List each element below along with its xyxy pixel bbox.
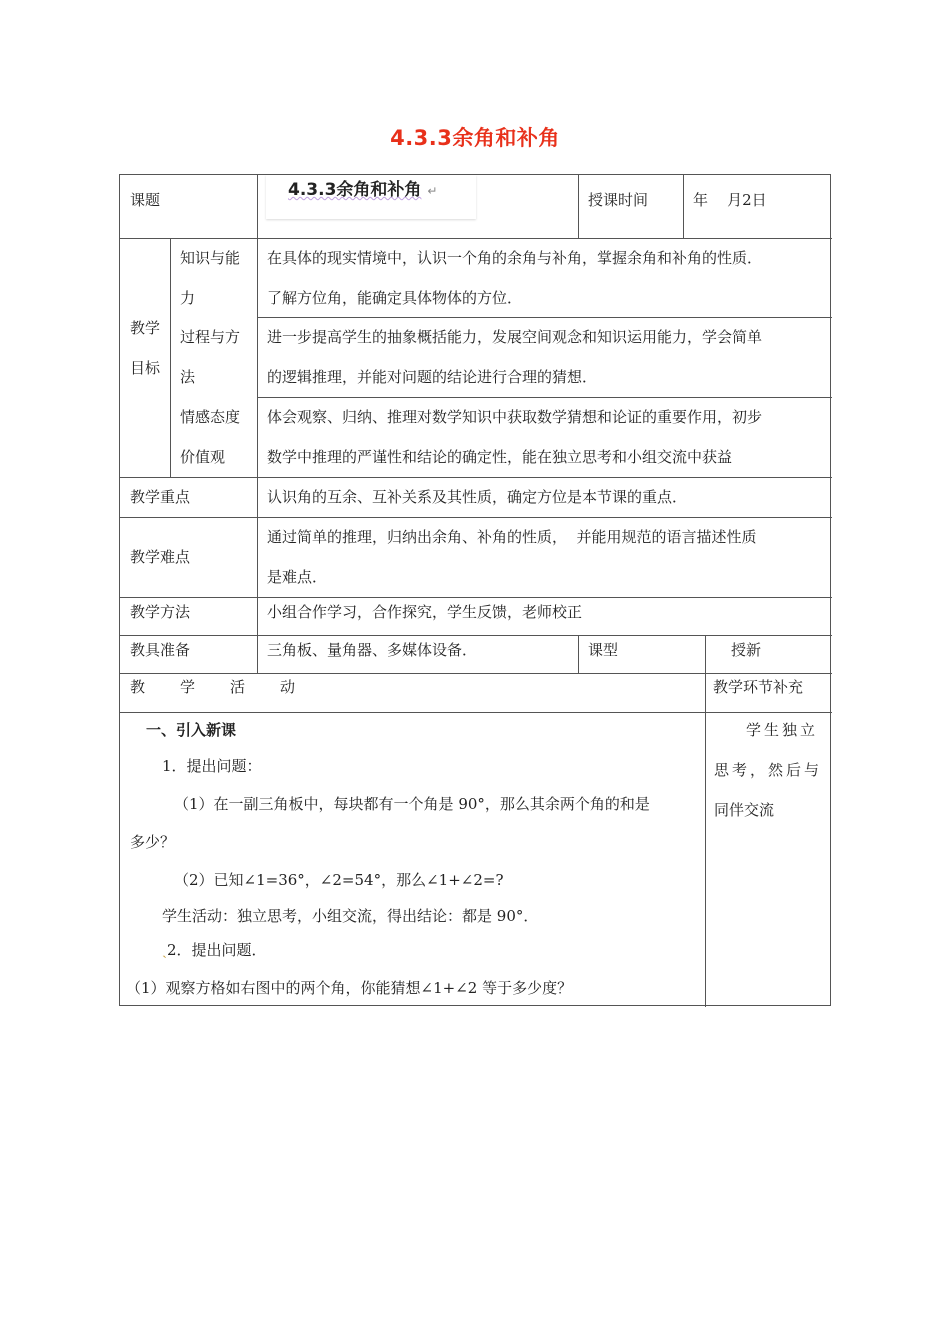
tools-text: 三角板、量角器、多媒体设备． xyxy=(267,641,478,659)
activity-header-char: 动 xyxy=(280,678,296,696)
activity-header-char: 教 xyxy=(130,678,146,696)
section-heading: 一、引入新课 xyxy=(146,721,237,739)
objective-text-line: 进一步提高学生的抽象概括能力，发展空间观念和知识运用能力，学会简单 xyxy=(267,328,763,346)
methods-text: 小组合作学习，合作探究，学生反馈，老师校正 xyxy=(267,603,583,621)
objective-text-line: 了解方位角，能确定具体物体的方位． xyxy=(267,289,523,307)
edit-mark-icon: ˏ xyxy=(162,941,167,959)
question-heading-2 xyxy=(162,939,267,960)
difficulties-text-line: 通过简单的推理，归纳出余角、补角的性质， 并能用规范的语言描述性质 xyxy=(267,528,757,546)
objective-label-attitude xyxy=(170,397,257,477)
time-value: 年 月2日 xyxy=(693,191,767,209)
objectives-label xyxy=(120,308,170,388)
document-title: 4.3.3余角和补角 xyxy=(390,126,560,150)
objective-label-line: 情感态度 xyxy=(180,408,241,426)
lesson-type-label: 课型 xyxy=(588,641,619,659)
key-points-text: 认识角的互余、互补关系及其性质，确定方位是本节课的重点． xyxy=(267,488,688,506)
question-heading: 1．提出问题： xyxy=(162,757,262,775)
return-mark-icon: ↵ xyxy=(427,184,438,198)
question-1-line2: 多少？ xyxy=(130,833,176,851)
topic-label: 课题 xyxy=(130,191,161,209)
time-label: 授课时间 xyxy=(588,191,649,209)
question-heading-2-text: 2．提出问题． xyxy=(167,941,267,959)
question-2: （2）已知∠1=36°，∠2=54°，那么∠1+∠2=? xyxy=(174,871,504,889)
question-1-line1: （1）在一副三角板中，每块都有一个角是 90°，那么其余两个角的和是 xyxy=(174,795,650,813)
objectives-label-line2: 目标 xyxy=(130,359,161,377)
lesson-plan-table xyxy=(119,174,831,1006)
objective-label-line: 法 xyxy=(180,368,196,386)
lesson-type-value: 授新 xyxy=(731,641,762,659)
objectives-label-line1: 教学 xyxy=(130,319,161,337)
objective-text-process xyxy=(257,317,832,397)
side-note-line2: 思考，然后与 xyxy=(714,761,823,779)
methods-label: 教学方法 xyxy=(130,603,191,621)
student-activity: 学生活动：独立思考，小组交流，得出结论：都是 90°． xyxy=(162,907,539,925)
lesson-title-box xyxy=(266,175,476,219)
objective-label-line: 价值观 xyxy=(180,448,226,466)
lesson-title: 4.3.3余角和补角 xyxy=(288,180,422,200)
activity-header-char: 活 xyxy=(230,678,246,696)
objective-label-process xyxy=(170,317,257,397)
objective-text-line: 的逻辑推理，并能对问题的结论进行合理的猜想． xyxy=(267,368,598,386)
objective-label-line: 知识与能 xyxy=(180,249,241,267)
objective-label-line: 过程与方 xyxy=(180,328,241,346)
activity-header-char: 学 xyxy=(180,678,196,696)
objective-text-knowledge xyxy=(257,238,832,317)
objective-text-line: 在具体的现实情境中，认识一个角的余角与补角，掌握余角和补角的性质． xyxy=(267,249,763,267)
key-points-label: 教学重点 xyxy=(130,488,191,506)
tools-label: 教具准备 xyxy=(130,641,191,659)
difficulties-label: 教学难点 xyxy=(130,548,191,566)
activity-supplement-header: 教学环节补充 xyxy=(713,678,804,696)
objective-label-knowledge xyxy=(170,238,257,317)
difficulties-text xyxy=(257,517,832,597)
objective-text-line: 体会观察、归纳、推理对数学知识中获取数学猜想和论证的重要作用，初步 xyxy=(267,408,763,426)
objective-label-line: 力 xyxy=(180,289,196,307)
objective-text-line: 数学中推理的严谨性和结论的确定性，能在独立思考和小组交流中获益 xyxy=(267,448,733,466)
difficulties-text-line: 是难点． xyxy=(267,568,328,586)
objective-text-attitude xyxy=(257,397,832,477)
activity-header xyxy=(120,673,705,712)
question-3: （1）观察方格如右图中的两个角，你能猜想∠1+∠2 等于多少度？ xyxy=(126,979,573,997)
side-note-line3: 同伴交流 xyxy=(714,801,775,819)
side-note-line1: 学生独立 xyxy=(746,721,819,739)
